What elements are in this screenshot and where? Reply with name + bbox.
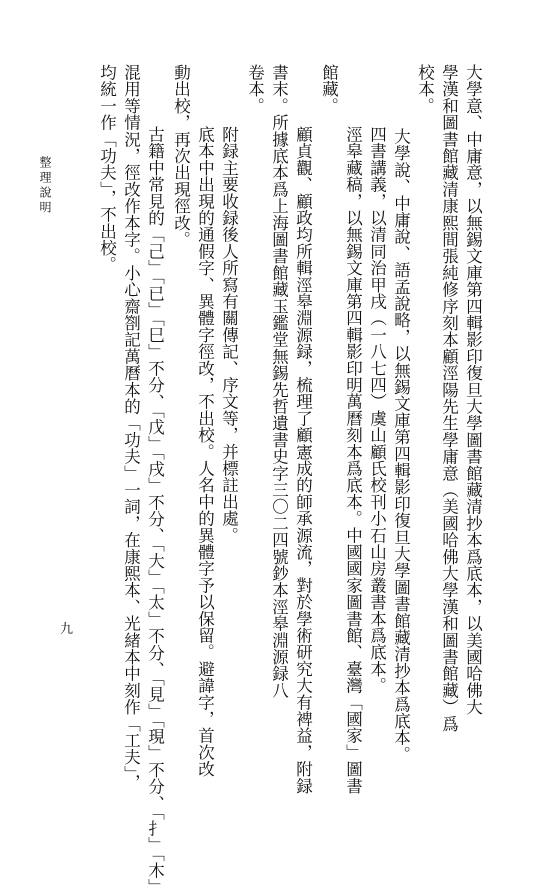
text-column-13: 動出校，再次出現徑改。	[171, 64, 191, 248]
page-number: 九	[60, 622, 74, 637]
text-column-14: 古籍中常見的「己」「已」「巳」不分、「戊」「戌」不分、「大」「太」不分、「見」「現」不分、「扌」「木」	[145, 126, 165, 895]
text-column-5: 四書講義，以清同治甲戌（一八七四）虞山顧氏校刊小石山房叢書本爲底本。	[367, 126, 387, 694]
text-column-10: 卷本。	[245, 64, 265, 115]
text-column-8: 顧貞觀、顧政均所輯涇皋淵源録，梳理了顧憲成的師承源流，對於學術研究大有裨益，附録	[293, 126, 313, 794]
text-column-1: 大學意、中庸意，以無錫文庫第四輯影印復旦大學圖書館藏清抄本爲底本，以美國哈佛大	[463, 64, 483, 716]
text-column-2: 學漢和圖書館藏清康熙間張純修序刻本顧涇陽先生學庸意（美國哈佛大學漢和圖書館藏）爲	[439, 64, 459, 732]
text-column-16: 均統一作「功夫」，不出校。	[97, 64, 117, 273]
text-column-12: 底本中出現的通假字、異體字徑改，不出校。人名中的異體字予以保留。避諱字，首次改	[195, 126, 215, 778]
text-column-11: 附録主要收録後人所寫有關傳記、序文等，并標註出處。	[219, 126, 239, 544]
running-title: 整理說明	[38, 156, 52, 216]
text-column-6: 涇皋藏稿，以無錫文庫第四輯影印明萬曆刻本爲底本。中國國家圖書館、臺灣「國家」圖書	[343, 126, 363, 794]
text-column-15: 混用等情況，徑改作本字。小心齋劄記萬曆本的「功夫」一詞，在康熙本、光緒本中刻作「工夫」，	[121, 64, 141, 791]
text-column-4: 大學說、中庸說、語孟說略，以無錫文庫第四輯影印復旦大學圖書館藏清抄本爲底本。	[391, 128, 411, 763]
text-column-3: 校本。	[415, 64, 435, 115]
text-column-7: 館藏。	[319, 64, 339, 115]
text-column-9: 書末。所據底本爲上海圖書館藏玉鑑堂無錫先哲遺書史字三〇二四號鈔本涇皋淵源録八	[269, 64, 289, 699]
